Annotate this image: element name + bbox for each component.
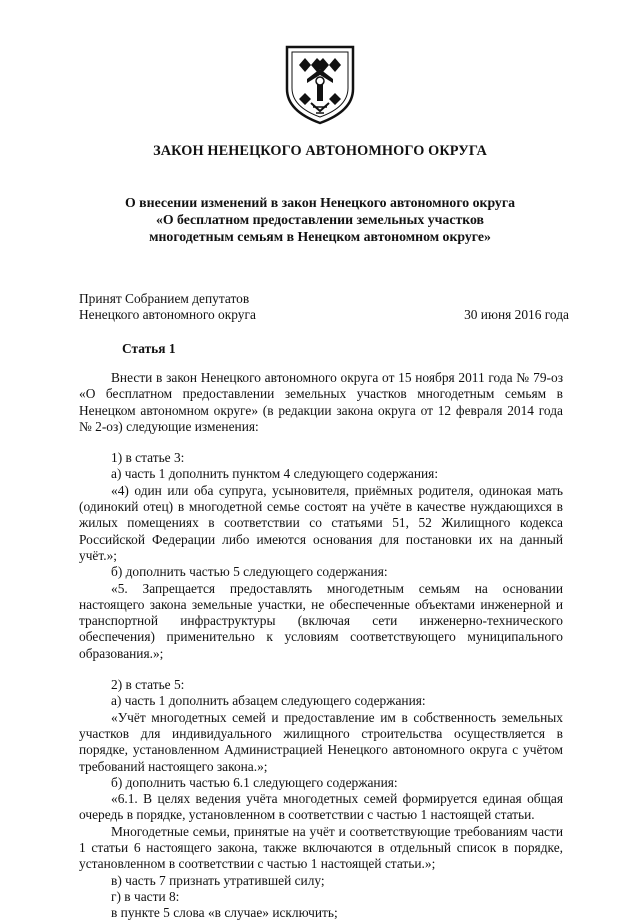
adoption-block (79, 291, 569, 324)
subtitle-line: О внесении изменений в закон Ненецкого автономного округа (125, 195, 515, 210)
adopted-by-line: Ненецкого автономного округа (79, 307, 256, 323)
adopted-by-line: Принят Собранием депутатов (79, 291, 250, 306)
paragraph: а) часть 1 дополнить пунктом 4 следующего содержания: (111, 466, 439, 482)
law-title: ЗАКОН НЕНЕЦКОГО АВТОНОМНОГО ОКРУГА (153, 143, 487, 159)
subtitle-line: «О бесплатном предоставлении земельных участков (155, 212, 485, 227)
paragraph: б) дополнить частью 6.1 следующего содержания: (111, 774, 398, 790)
paragraph: б) дополнить частью 5 следующего содержания: (111, 564, 388, 580)
paragraph: 1) в статье 3: (111, 450, 185, 466)
paragraph: Многодетные семьи, принятые на учёт и соответствующие требованиям части 1 статьи 6 настоящего закона, также включаются в отдельный список в порядке, установленном в соответствии с частью 1 настоящей статьи.»; (79, 823, 563, 872)
paragraph: в) часть 7 признать утратившей силу; (111, 872, 325, 888)
paragraph: Внести в закон Ненецкого автономного округа от 15 ноября 2011 года № 79-оз «О бесплатном предоставлении земельных участков многодетным семьям в Ненецком автономном округе» (в редакции закона округа от 12 февраля 2014 года № 2-оз) следующие изменения: (79, 370, 563, 434)
paragraph: «5. Запрещается предоставлять многодетным семьям на основании настоящего закона земельные участки, не обеспеченные объектами инженерной и транспортной инфраструктуры (включая сети инженерно-технического обеспечения) применительно к условиям соответствующего муниципального образования.»; (79, 580, 563, 661)
paragraph: г) в части 8: (111, 888, 180, 904)
paragraph: в пункте 5 слова «в случае» исключить; (111, 905, 338, 921)
paragraph: «4) один или оба супруга, усыновителя, приёмных родителя, одинокая мать (одинокий отец) в многодетной семье состоят на учёте в качестве нуждающихся в жилых помещениях в соответствии со статьями 51, 52 Жилищного кодекса Российской Федерации либо имеются основания для постановки их на данный учёт.»; (79, 482, 563, 563)
coat-of-arms-emblem (283, 41, 357, 125)
article-title: Статья 1 (122, 341, 176, 356)
adoption-date: 30 июня 2016 года (464, 307, 569, 322)
law-subtitle (60, 194, 580, 245)
paragraph: 2) в статье 5: (111, 677, 185, 693)
subtitle-line: многодетным семьям в Ненецком автономном округе» (149, 229, 491, 244)
paragraph: а) часть 1 дополнить абзацем следующего содержания: (111, 693, 426, 709)
paragraph: «Учёт многодетных семей и предоставление им в собственность земельных участков для индивидуального жилищного строительства осуществляется в порядке, установленном Администрацией Ненецкого автономного округа с учётом требований настоящего закона.»; (79, 709, 563, 774)
paragraph: «6.1. В целях ведения учёта многодетных семей формируется единая общая очередь в порядке, установленном в соответствии с частью 1 настоящей статьи. (79, 791, 563, 823)
article-body (79, 370, 563, 922)
